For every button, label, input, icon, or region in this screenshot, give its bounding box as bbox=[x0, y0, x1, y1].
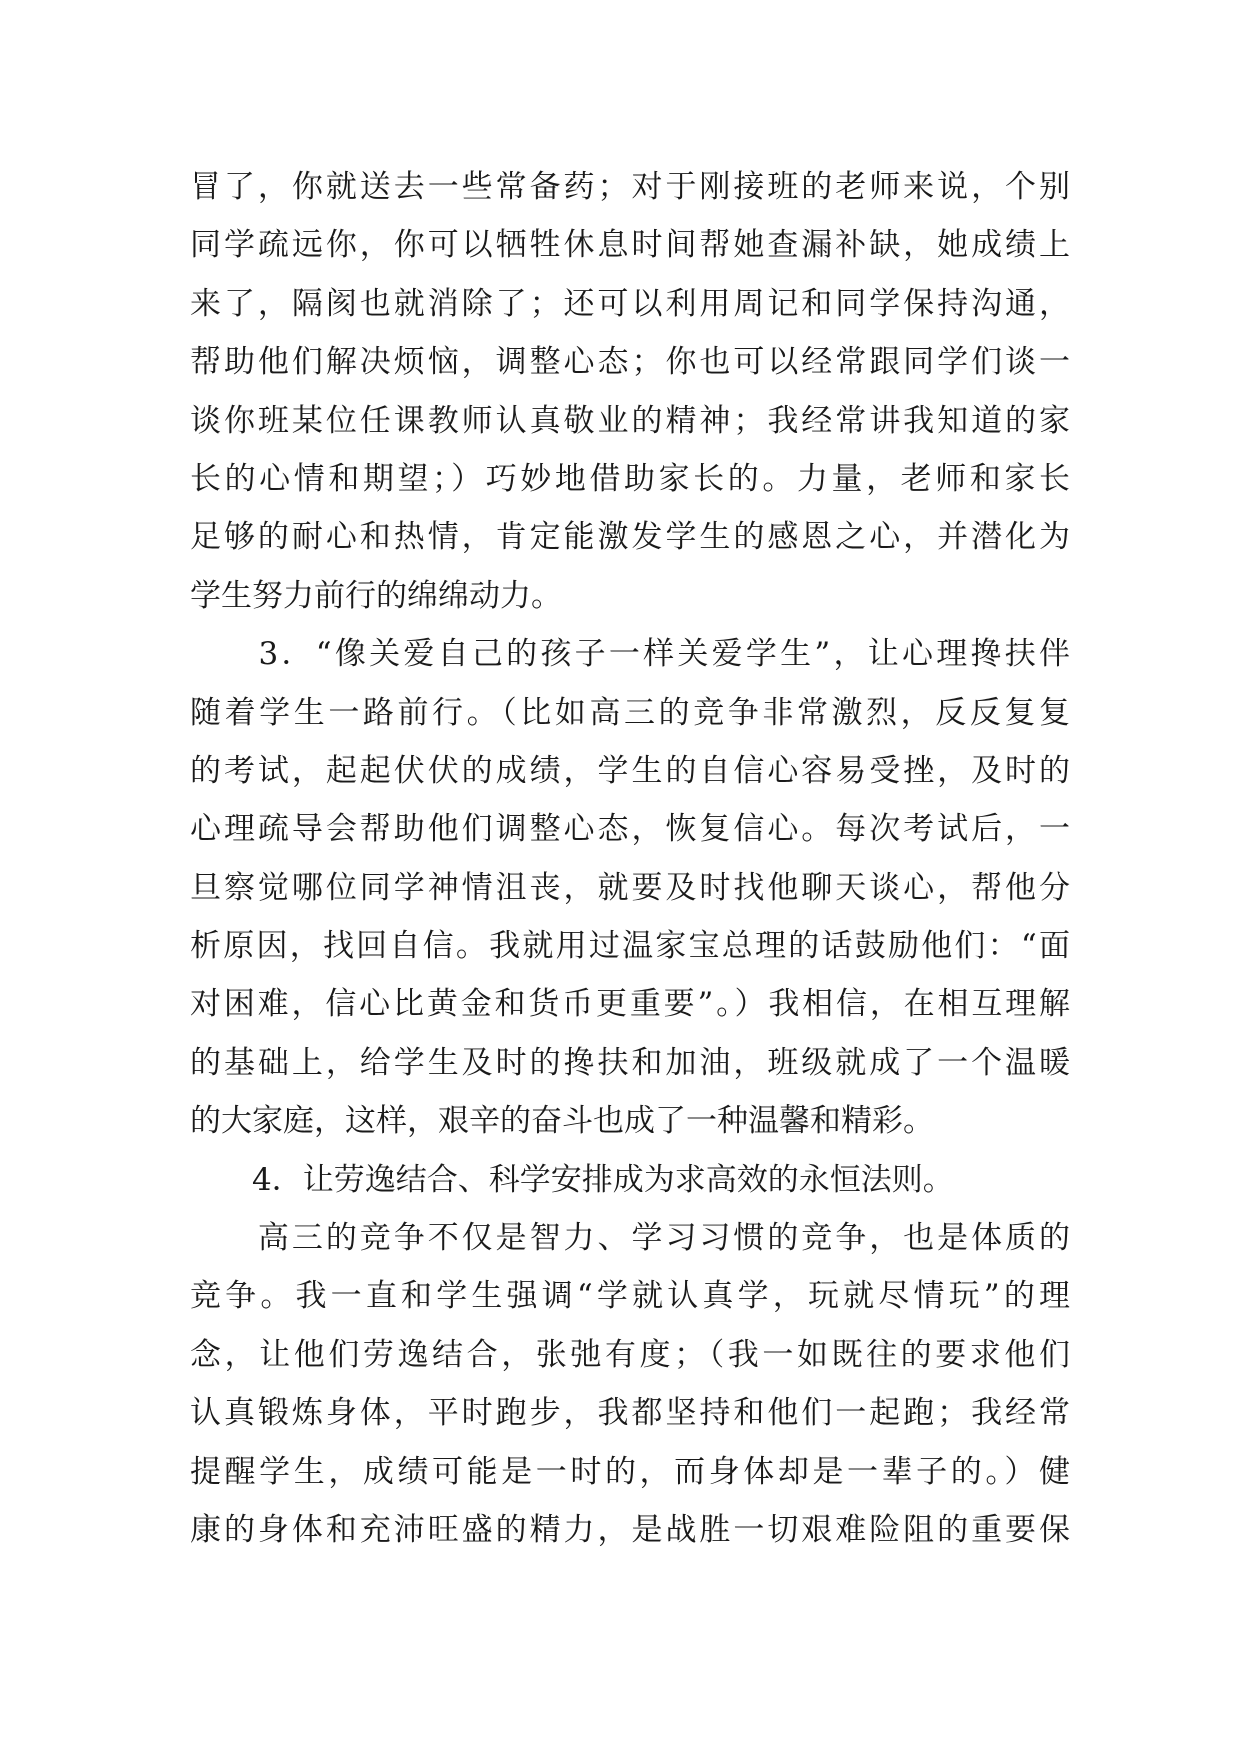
text-line: 高三的竞争不仅是智力、学习习惯的竞争，也是体质的 bbox=[190, 1220, 1070, 1257]
text-line: 足够的耐心和热情，肯定能激发学生的感恩之心，并潜化为 bbox=[190, 519, 1070, 556]
text-line: 随着学生一路前行。（比如高三的竞争非常激烈，反反复复 bbox=[190, 694, 1070, 731]
text-line: 康的身体和充沛旺盛的精力，是战胜一切艰难险阻的重要保 bbox=[190, 1511, 1070, 1548]
text-line: 旦察觉哪位同学神情沮丧，就要及时找他聊天谈心，帮他分 bbox=[190, 869, 1070, 906]
text-line: 来了，隔阂也就消除了；还可以利用周记和同学保持沟通， bbox=[190, 285, 1070, 322]
text-line: 对困难，信心比黄金和货币更重要”。）我相信，在相互理解 bbox=[190, 986, 1070, 1023]
text-line: 学生努力前行的绵绵动力。 bbox=[190, 577, 562, 614]
text-line: 提醒学生，成绩可能是一时的，而身体却是一辈子的。）健 bbox=[190, 1453, 1070, 1490]
text-line: 竞争。我一直和学生强调“学就认真学，玩就尽情玩”的理 bbox=[190, 1278, 1070, 1315]
text-line: 谈你班某位任课教师认真敬业的精神；我经常讲我知道的家 bbox=[190, 402, 1070, 439]
text-line: 4．让劳逸结合、科学安排成为求高效的永恒法则。 bbox=[190, 1161, 954, 1198]
text-line: 同学疏远你，你可以牺牲休息时间帮她查漏补缺，她成绩上 bbox=[190, 227, 1070, 264]
text-line: 的考试，起起伏伏的成绩，学生的自信心容易受挫，及时的 bbox=[190, 752, 1070, 789]
body-text bbox=[190, 158, 1070, 1559]
text-line: 念，让他们劳逸结合，张弛有度；（我一如既往的要求他们 bbox=[190, 1336, 1070, 1373]
text-line: 的基础上，给学生及时的搀扶和加油，班级就成了一个温暖 bbox=[190, 1044, 1070, 1081]
text-line: 冒了，你就送去一些常备药；对于刚接班的老师来说，个别 bbox=[190, 169, 1070, 205]
text-line: 3．“像关爱自己的孩子一样关爱学生”，让心理搀扶伴 bbox=[190, 636, 1070, 673]
text-line: 心理疏导会帮助他们调整心态，恢复信心。每次考试后，一 bbox=[190, 811, 1070, 848]
text-line: 认真锻炼身体，平时跑步，我都坚持和他们一起跑；我经常 bbox=[190, 1395, 1070, 1432]
text-line: 长的心情和期望；）巧妙地借助家长的。力量，老师和家长 bbox=[190, 460, 1070, 497]
text-line: 的大家庭，这样，艰辛的奋斗也成了一种温馨和精彩。 bbox=[190, 1103, 934, 1140]
text-line: 帮助他们解决烦恼，调整心态；你也可以经常跟同学们谈一 bbox=[190, 344, 1070, 381]
text-line: 析原因，找回自信。我就用过温家宝总理的话鼓励他们：“面 bbox=[190, 928, 1070, 965]
